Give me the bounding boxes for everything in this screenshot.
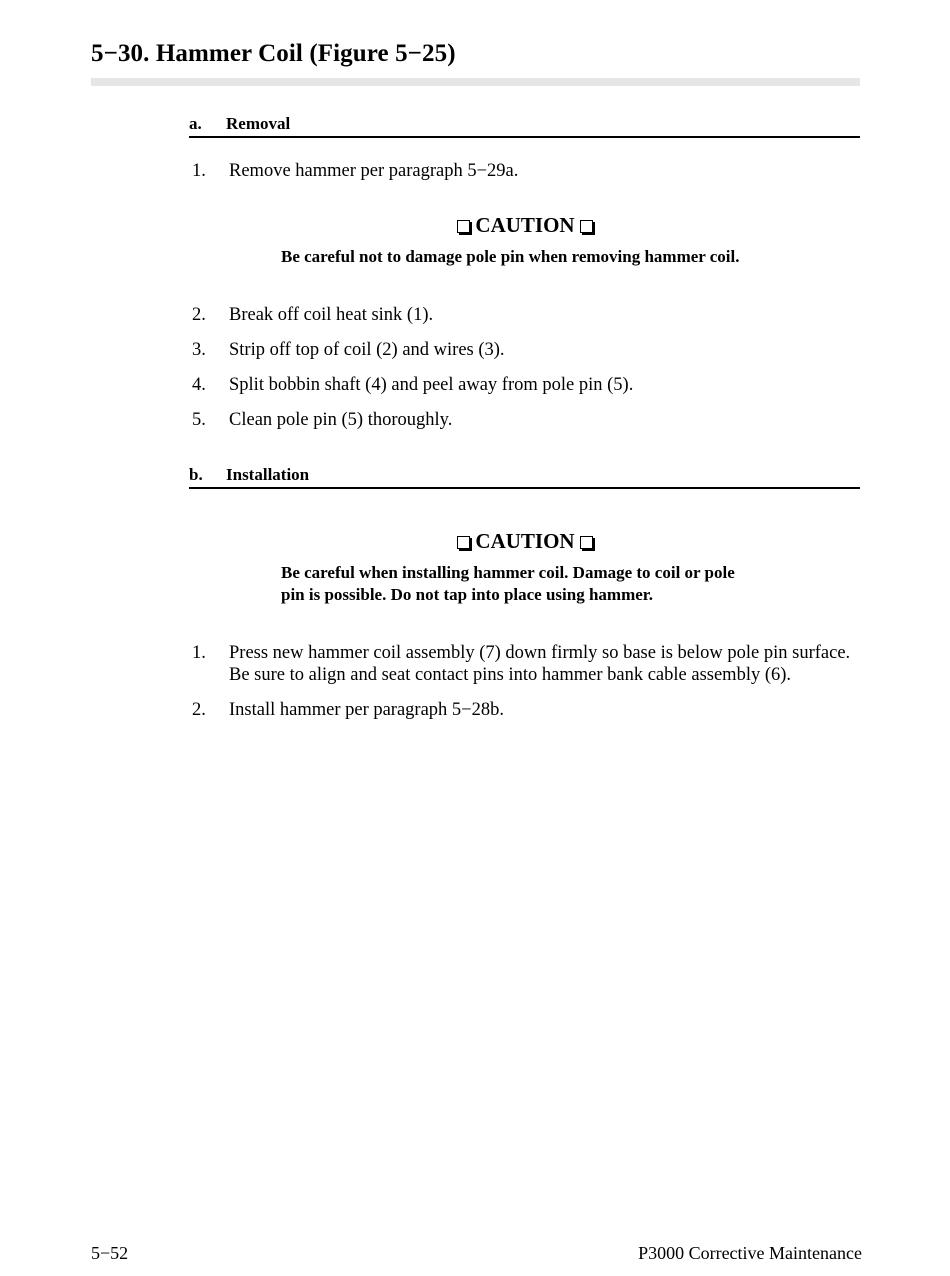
checkbox-square-icon (580, 536, 593, 549)
section-heading-removal (189, 114, 860, 138)
title-underline-bar (91, 78, 860, 86)
step-text: Break off coil heat sink (1). (229, 305, 434, 325)
page-number: 5−52 (91, 1243, 129, 1263)
section-title: Installation (226, 465, 310, 484)
step-number: 1. (192, 643, 206, 663)
step-number: 3. (192, 340, 206, 360)
page-title: 5−30. Hammer Coil (Figure 5−25) (91, 40, 456, 67)
step-number: 1. (192, 161, 206, 181)
step-text-line: Be sure to align and seat contact pins into hammer bank cable assembly (6). (229, 665, 792, 685)
section-heading-installation (189, 465, 860, 489)
step-text: Install hammer per paragraph 5−28b. (229, 700, 504, 720)
caution-label: CAUTION (475, 529, 575, 553)
checkbox-square-icon (580, 220, 593, 233)
caution-text (281, 562, 801, 606)
step-text (229, 642, 879, 686)
caution-heading (0, 213, 950, 238)
step-number: 2. (192, 700, 206, 720)
caution-text-line: Be careful when installing hammer coil. Damage to coil or pole (281, 563, 735, 582)
caution-text-line: pin is possible. Do not tap into place using hammer. (281, 585, 654, 604)
step-text: Strip off top of coil (2) and wires (3). (229, 340, 505, 360)
section-letter: a. (189, 114, 202, 133)
section-title: Removal (226, 114, 291, 133)
caution-label: CAUTION (475, 213, 575, 237)
checkbox-square-icon (457, 536, 470, 549)
caution-text: Be careful not to damage pole pin when removing hammer coil. (281, 247, 740, 266)
step-number: 5. (192, 410, 206, 430)
step-text: Clean pole pin (5) thoroughly. (229, 410, 453, 430)
manual-title: P3000 Corrective Maintenance (638, 1243, 862, 1263)
caution-heading (0, 529, 950, 554)
step-text: Remove hammer per paragraph 5−29a. (229, 161, 519, 181)
section-letter: b. (189, 465, 203, 484)
step-number: 2. (192, 305, 206, 325)
step-text-line: Press new hammer coil assembly (7) down firmly so base is below pole pin surface. (229, 643, 851, 663)
step-text: Split bobbin shaft (4) and peel away from pole pin (5). (229, 375, 634, 395)
step-number: 4. (192, 375, 206, 395)
checkbox-square-icon (457, 220, 470, 233)
